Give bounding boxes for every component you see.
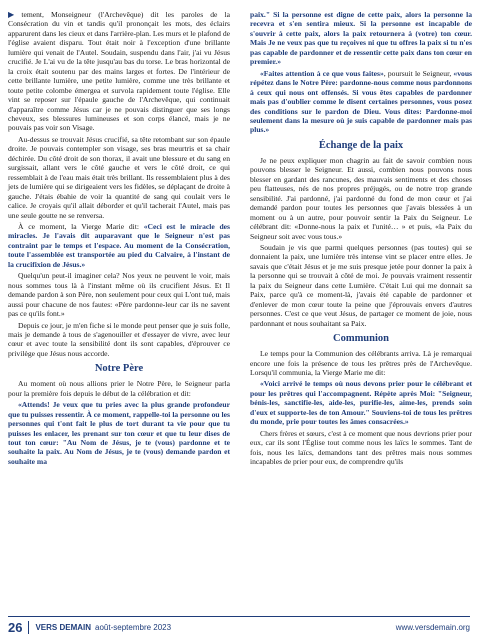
left-column bbox=[8, 10, 230, 468]
website-link[interactable]: www.versdemain.org bbox=[395, 622, 470, 632]
heading-notre-pere: Notre Père bbox=[94, 363, 144, 375]
quote-attribution: , poursuit le Seigneur, bbox=[383, 68, 454, 78]
paragraph-3 bbox=[8, 222, 230, 269]
paragraph-6: Au moment où nous allions prier le Notre Père, le Seigneur parla pour la première fois depuis le début de la célébration et dit: bbox=[8, 379, 230, 398]
page-number: 26 bbox=[8, 619, 23, 635]
paragraph-soudain: Soudain je vis que parmi quelques personnes (pas toutes) qui se donnaient la paix, une lumière très intense vint se placer entre elles. Je savais que c'était Jésus et je me suis presque jetée pour donner la paix à la personne qui se trouvait à côté de moi. Je pouvais vraiment ressentir la paix du Seigneur dans cette Lumière. C'était Lui qui me donnait sa Paix, parce qu'à ce moment-là, j'avais été capable de pardonner et d'enlever de mon cœur toute la peine que j'éprouvais envers d'autres personnes. C'est ce que veut Jésus, de partager ce moment de joie, nous pardonnant et nous souhaitant sa Paix. bbox=[250, 242, 472, 328]
quote-notre-pere: «vous répétez dans le Notre Père: pardonne-nous comme nous pardonnons à ceux qui nous ont offensés. Si vous êtes capables de pardonner mais pas d'oublier comme le disent certaines personnes, vous posez des conditions sur le pardon de Dieu. Vous dites: Pardonne-moi seulement dans la mesure où je suis capable de pardonner mais pas plus.» bbox=[250, 68, 472, 135]
lord-quote-continued: paix." Si la personne est digne de cette paix, alors la personne la recevra et s'en sentira mieux. Si la personne est incapable de s'ouvrir à cette paix, alors la paix retournera à (votre) ton cœur. Mais Je ne veux pas que tu reçoives ni que tu offres la paix si tu n'es pas capable de pardonner et de ressentir cette paix dans ton cœur en premier.» bbox=[250, 10, 472, 67]
lord-quote-attends: «Attends! Je veux que tu pries avec la plus grande profondeur que tu puisses ressentir. À ce moment, rappelle-toi la personne ou les personnes qui t'ont fait le plus de tort durant ta vie pour que tu puisses les enlacer, les prenant sur ton cœur et que tu leur dises de tout ton cœur: "Au Nom de Jésus, je te (vous) pardonne et te souhaite la paix. Au Nom de Jésus, je te (vous) demande pardon et souhaite ma bbox=[8, 400, 230, 466]
triangle-right-icon: ▶ bbox=[8, 10, 20, 19]
issue-date: août-septembre 2023 bbox=[95, 622, 172, 632]
heading-echange-paix: Échange de la paix bbox=[318, 139, 404, 151]
paragraph-1 bbox=[8, 10, 230, 133]
page-footer bbox=[8, 616, 470, 637]
virgin-mary-quote: «Ceci est le miracle des miracles. Je l'avais dit auparavant que le Seigneur n'est pas contraint par le temps et l'espace. Au moment de la Consécration, toute l'assemblée est transportée au pied du Calvaire, à l'instant de la crucifixion de Jésus.» bbox=[8, 221, 231, 269]
paragraph-1-text: tement, Monseigneur (l'Archevêque) dit les paroles de la Consécration du vin et tandis qu'il prononçait les mots, des éclairs apparurent dans les cieux et dans l'arrière-plan. Les murs et le plafond de l'église avaient disparu. Tout était noir à l'exception d'une brillante lumière qui venait de l'Autel. Soudain, suspendu dans l'air, j'ai vu Jésus crucifié. Je L'ai vu de la tête jusqu'au bas du torse. Le bras horizontal de la croix était soutenu par des mains larges et fortes. De l'intérieur de cette brillante lumière, une petite lumière, comme une très brillante et toute petite colombe émergea et survola rapidement toute l'église. Elle vint se reposer sur l'épaule gauche de l'Archevêque, qui continuait d'apparaître comme Jésus car je ne pouvais distinguer que ses longs cheveux, ses blessures lumineuses et son corps élancé, mais je ne pouvais pas voir son Visage. bbox=[8, 10, 231, 133]
right-column bbox=[250, 10, 472, 468]
paragraph-4: Quelqu'un peut-il imaginer cela? Nos yeux ne peuvent le voir, mais nous sommes tous là à l'instant même où ils crucifient Jésus. Et Il demande pardon à son Père, non seulement pour ceux qui L'ont tué, mais aussi pour chacune de nos fautes: «Père pardonne-leur car ils ne savent pas ce qu'ils font.» bbox=[8, 271, 230, 319]
heading-communion: Communion bbox=[332, 333, 389, 345]
paragraph-chagrin: Je ne peux expliquer mon chagrin au fait de savoir combien nous pouvons blesser le Seigneur. Et aussi, combien nous pouvons nous blesser en gardant des rancunes, des mauvais sentiments et des choses peu flatteuses, nés de nos propres préjugés, ou de notre trop grande sensibilité. J'ai pardonné, j'ai pardonné du fond de mon cœur et j'ai demandé pardon pour toutes les personnes que j'avais blessées à un moment ou à un autre, pour pouvoir sentir la Paix du Seigneur. Le célébrant dit: «Donne-nous la paix et l'unité… » et puis, «la Paix du Seigneur soit avec vous tous.» bbox=[250, 155, 472, 241]
paragraph-5: Depuis ce jour, je m'en fiche si le monde peut penser que je suis folle, mais je demande à tous de s'agenouiller et d'essayer de vivre, avec leur cœur et avec toute la sensibilité dont ils sont capables, d'éprouver ce privilège que Jésus nous accorde. bbox=[8, 320, 230, 358]
paragraph-communion: Le temps pour la Communion des célébrants arriva. Là je remarquai encore une fois la présence de tous les prêtres près de l'Archevêque. Lorsqu'il communia, la Vierge Marie me dit: bbox=[250, 349, 472, 377]
paragraph-chers-freres: Chers frères et sœurs, c'est à ce moment que nous devrions prier pour eux, car ils sont l'Église tout comme nous les laïcs le sommes. Tant de fois, nous les laïcs, demandons tant des prêtres mais nous sommes incapables de prier pour eux, de comprendre qu'ils bbox=[250, 428, 472, 467]
quote-faites-attention: «Faites attention à ce que vous faites» bbox=[260, 68, 384, 78]
paragraph-2: Au-dessus se trouvait Jésus crucifié, sa tête retombant sur son épaule droite. Je pouvais contempler son visage, ses bras meurtris et sa chair déchirée. Du côté droit de son thorax, il avait une blessure et du sang en surgissait, allant vers le côté gauche et vers le côté droit, ce qui ressemblait à de l'eau mais était très brillant. Ils ressemblaient plus à des jets de lumière qui se dirigeaient vers les fidèles, se déplaçant de droite à gauche. J'étais ébahie de voir la quantité de sang qui coulait vers le calice. Je croyais qu'il allait déborder et qu'il tacherait l'Autel, mais pas une seule goutte ne se renversa. bbox=[8, 134, 230, 220]
magazine-name: VERS DEMAIN bbox=[35, 622, 92, 632]
paragraph-faites-attention bbox=[250, 69, 472, 135]
footer-divider bbox=[28, 621, 29, 634]
paragraph-3-intro: À ce moment, la Vierge Marie dit: bbox=[18, 221, 144, 231]
virgin-mary-prayer-quote: «Voici arrivé le temps où nous devons prier pour le célébrant et pour les prêtres qui l'accompagnent. Répète après Moi: "Seigneur, bénis-les, sanctifie-les, aide-les, purifie-les, aime-les, prends soin d'eux et supporte-les de ton Amour." Souviens-toi de tous les prêtres du monde, prie pour toutes les âmes consacrées.» bbox=[250, 379, 472, 427]
